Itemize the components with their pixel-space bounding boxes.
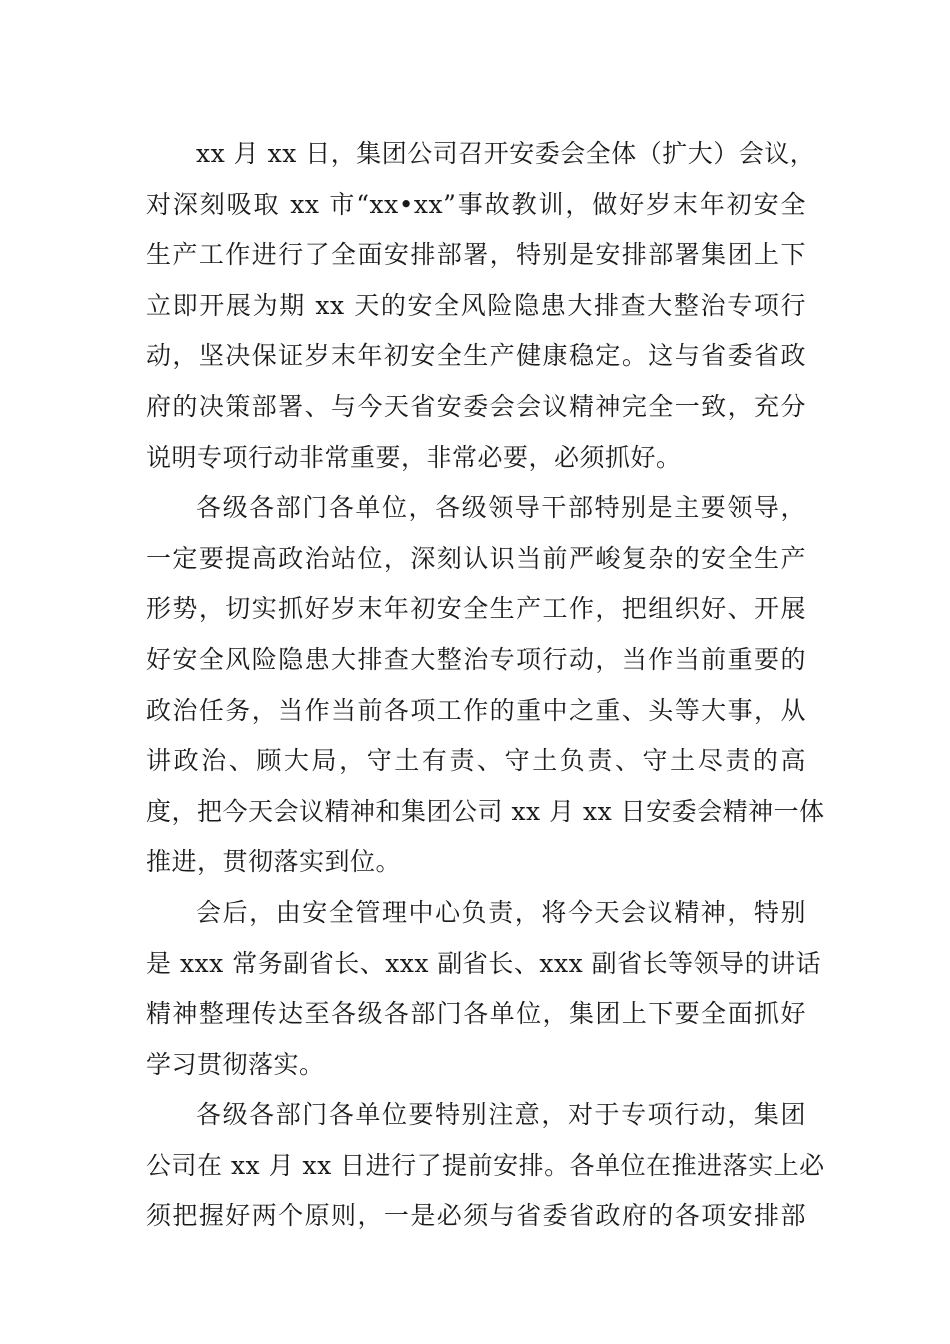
paragraph-1 — [146, 129, 816, 483]
text-line: 立即开展为期 xx 天的安全风险隐患大排查大整治专项行 — [146, 290, 806, 320]
text-line: 度，把今天会议精神和集团公司 xx 月 xx 日安委会精神一体 — [146, 796, 825, 826]
text-line: 说明专项行动非常重要，非常必要，必须抓好。 — [146, 442, 682, 472]
paragraph-4 — [146, 1090, 825, 1242]
text-line: 公司在 xx 月 xx 日进行了提前安排。各单位在推进落实上必 — [146, 1150, 825, 1180]
text-line: 形势，切实抓好岁末年初安全生产工作，把组织好、开展 — [146, 594, 806, 624]
text-line: 动，坚决保证岁末年初安全生产健康稳定。这与省委省政 — [146, 341, 806, 371]
text-line: xx 月 xx 日，集团公司召开安委会全体（扩大）会议， — [196, 139, 816, 168]
text-line: 推进，贯彻落实到位。 — [146, 847, 402, 877]
document-body — [146, 129, 825, 1242]
text-line: 府的决策部署、与今天省安委会会议精神完全一致，充分 — [146, 391, 806, 421]
text-line: 精神整理传达至各级各部门各单位，集团上下要全面抓好 — [146, 999, 806, 1029]
text-line: 讲政治、顾大局，守土有责、守土负责、守土尽责的高 — [146, 746, 806, 776]
paragraph-2 — [146, 483, 825, 888]
text-line: 各级各部门各单位要特别注意，对于专项行动，集团 — [196, 1100, 806, 1130]
paragraph-3 — [146, 888, 822, 1090]
text-line: 政治任务，当作当前各项工作的重中之重、头等大事，从 — [146, 695, 806, 725]
text-line: 一定要提高政治站位，深刻认识当前严峻复杂的安全生产 — [146, 543, 806, 573]
text-line: 是 xxx 常务副省长、xxx 副省长、xxx 副省长等领导的讲话 — [146, 948, 822, 978]
text-line: 生产工作进行了全面安排部署，特别是安排部署集团上下 — [146, 240, 806, 270]
text-line: 学习贯彻落实。 — [146, 1049, 325, 1079]
text-line: 各级各部门各单位，各级领导干部特别是主要领导， — [196, 493, 806, 523]
text-line: 好安全风险隐患大排查大整治专项行动，当作当前重要的 — [146, 644, 806, 674]
text-line: 对深刻吸取 xx 市“xx•xx”事故教训，做好岁末年初安全 — [146, 189, 806, 219]
text-line: 须把握好两个原则，一是必须与省委省政府的各项安排部 — [146, 1201, 806, 1231]
text-line: 会后，由安全管理中心负责，将今天会议精神，特别 — [196, 897, 806, 927]
